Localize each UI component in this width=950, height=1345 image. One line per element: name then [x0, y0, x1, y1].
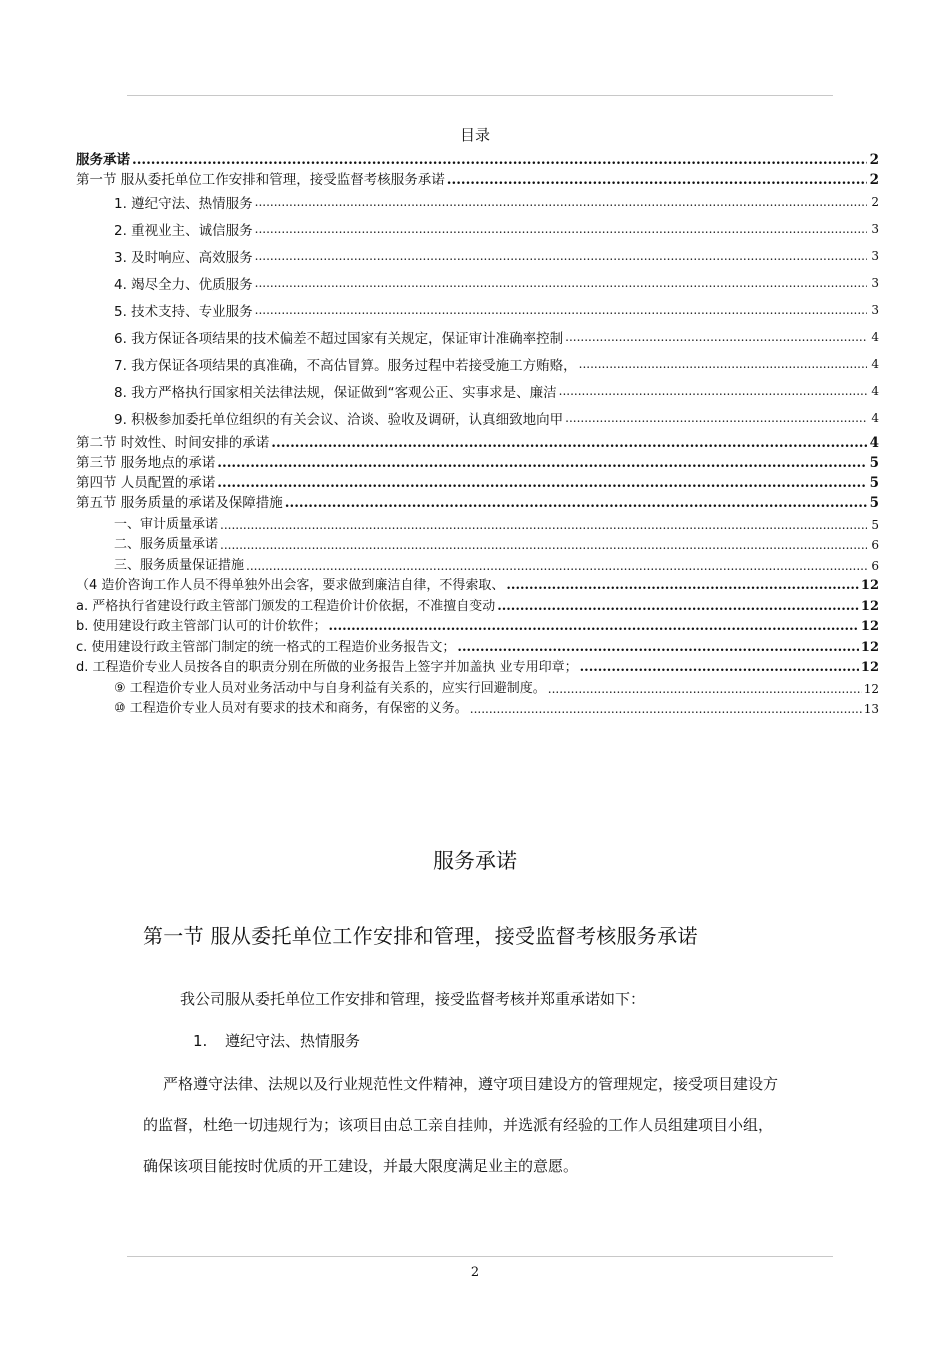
toc-entry[interactable]: 2. 重视业主、诚信服务 ..... 3 [76, 215, 879, 242]
toc-entry[interactable]: d. 工程造价专业人员按各自的职责分别在所做的业务报告上签字并加盖执 业专用印章； ..... 12 [76, 655, 879, 676]
toc-entry[interactable]: （4 造价咨询工作人员不得单独外出会客，要求做到廉洁自律，不得索取、 ..... 12 [76, 573, 879, 594]
toc-title: 目录 [459, 126, 490, 144]
header-rule [127, 95, 833, 96]
toc-entry[interactable]: 第五节 服务质量的承诺及保障措施 ..... 5 [76, 491, 879, 511]
toc-entry[interactable]: 8. 我方严格执行国家相关法律法规，保证做到“客观公正、实事求是、廉洁 ..... 4 [76, 377, 879, 404]
toc-entry[interactable]: 3. 及时响应、高效服务 ..... 3 [76, 242, 879, 269]
intro-paragraph: 我公司服从委托单位工作安排和管理，接受监督考核并郑重承诺如下： [180, 990, 646, 1008]
toc-entry[interactable]: 7. 我方保证各项结果的真准确，不高估冒算。服务过程中若接受施工方贿赂， ..... 4 [76, 350, 879, 377]
toc-entry[interactable]: 第四节 人员配置的承诺 ..... 5 [76, 471, 879, 491]
list-item-title: 遵纪守法、热情服务 [225, 1032, 361, 1050]
toc-entry[interactable]: 1. 遵纪守法、热情服务 ..... 2 [76, 188, 879, 215]
toc-entry[interactable]: 一、审计质量承诺 ..... 5 [76, 511, 879, 532]
toc-entry[interactable]: c. 使用建设行政主管部门制定的统一格式的工程造价业务报告文； ..... 12 [76, 634, 879, 655]
toc-entry[interactable]: 6. 我方保证各项结果的技术偏差不超过国家有关规定，保证审计准确率控制 ..... 4 [76, 323, 879, 350]
toc-entry[interactable]: 二、服务质量承诺 ..... 6 [76, 532, 879, 553]
toc-entry[interactable]: b. 使用建设行政主管部门认可的计价软件； ..... 12 [76, 614, 879, 635]
toc-entry[interactable]: 服务承诺 ..... 2 [76, 148, 879, 168]
toc-entry[interactable]: 第二节 时效性、时间安排的承诺 ..... 4 [76, 431, 879, 451]
toc-entry[interactable]: a. 严格执行省建设行政主管部门颁发的工程造价计价依据，不准擅自变动 ..... 12 [76, 593, 879, 614]
toc-entry[interactable]: 4. 竭尽全力、优质服务 ..... 3 [76, 269, 879, 296]
section-heading: 第一节 服从委托单位工作安排和管理，接受监督考核服务承诺 [143, 924, 698, 948]
toc-entry[interactable]: ⑨ 工程造价专业人员对业务活动中与自身利益有关系的，应实行回避制度。 ..... 12 [76, 675, 879, 696]
list-item-heading [193, 1030, 360, 1051]
toc-entry[interactable]: 三、服务质量保证措施 ..... 6 [76, 552, 879, 573]
page-number: 2 [470, 1265, 480, 1280]
body-paragraph: 严格遵守法律、法规以及行业规范性文件精神，遵守项目建设方的管理规定，接受项目建设方的监督，杜绝一切违规行为；该项目由总工亲自挂帅，并选派有经验的工作人员组建项目小组，确保该项目能按时优质的开工建设，并最大限度满足业主的意愿。 [143, 1075, 779, 1175]
toc-entry[interactable]: 第一节 服从委托单位工作安排和管理，接受监督考核服务承诺 ..... 2 [76, 168, 879, 188]
footer-rule [127, 1256, 833, 1257]
toc-entry[interactable]: ⑩ 工程造价专业人员对有要求的技术和商务，有保密的义务。 ..... 13 [76, 696, 879, 717]
toc-entry[interactable]: 9. 积极参加委托单位组织的有关会议、洽谈、验收及调研，认真细致地向甲 ..... 4 [76, 404, 879, 431]
main-heading: 服务承诺 [433, 849, 517, 873]
table-of-contents [76, 148, 879, 716]
toc-entry[interactable]: 第三节 服务地点的承诺 ..... 5 [76, 451, 879, 471]
toc-entry[interactable]: 5. 技术支持、专业服务 ..... 3 [76, 296, 879, 323]
list-item-number: 1. [193, 1032, 208, 1050]
